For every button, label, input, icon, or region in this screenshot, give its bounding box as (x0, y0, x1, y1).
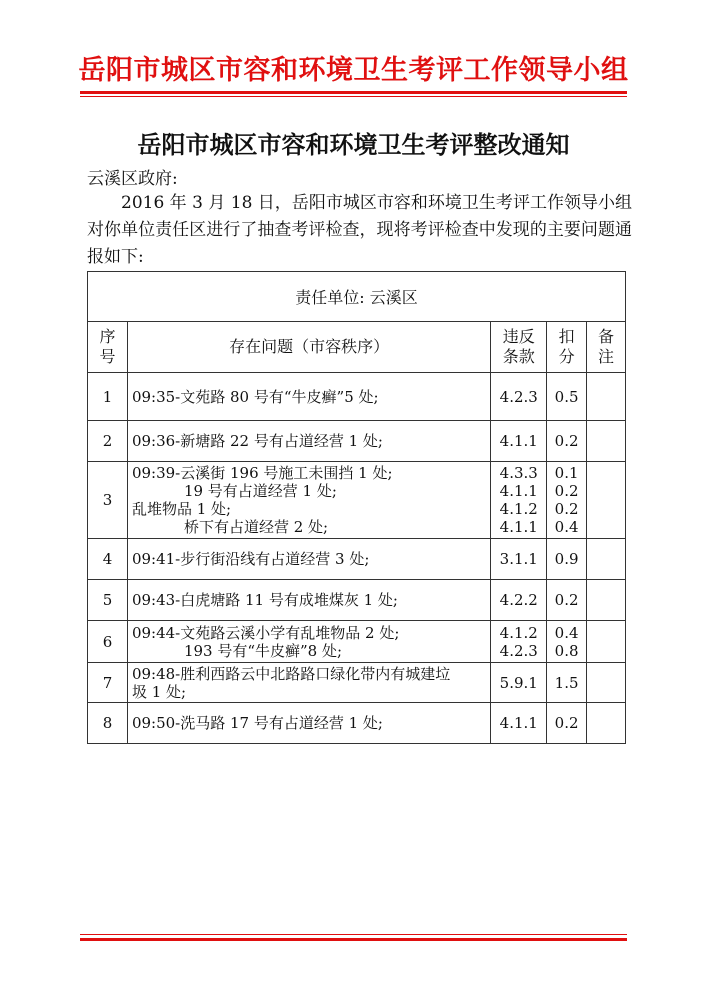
clause-value: 4.2.3 (499, 641, 538, 660)
table-row (88, 621, 626, 663)
deduction-value: 0.5 (554, 387, 579, 406)
row-note (587, 621, 626, 663)
clause-value: 4.1.1 (499, 482, 538, 500)
row-issue (127, 621, 490, 663)
issue-line: 09:35-文苑路 80 号有“牛皮癣”5 处; (131, 387, 379, 406)
row-clause (491, 462, 547, 539)
issue-line: 09:48-胜利西路云中北路路口绿化带内有城建垃 (131, 664, 451, 683)
row-seq: 3 (88, 462, 128, 539)
row-clause (491, 373, 547, 421)
header-title: 岳阳市城区市容和环境卫生考评工作领导小组 (78, 55, 629, 86)
salutation: 云溪区政府: (87, 169, 178, 189)
row-seq: 5 (88, 580, 128, 621)
clause-value: 3.1.1 (499, 550, 538, 568)
row-note (587, 421, 626, 462)
issue-line: 09:36-新塘路 22 号有占道经营 1 处; (131, 432, 383, 450)
clause-value: 4.2.3 (499, 387, 538, 406)
table-row (88, 663, 626, 703)
header-issue: 存在问题（市容秩序） (127, 322, 490, 373)
row-deduction (547, 703, 587, 744)
row-seq: 4 (88, 539, 128, 580)
row-seq: 8 (88, 703, 128, 744)
row-clause (491, 621, 547, 663)
row-issue (127, 421, 490, 462)
row-deduction (547, 462, 587, 539)
header-clause: 违反条款 (491, 322, 547, 373)
clause-value: 4.2.2 (499, 591, 538, 609)
row-note (587, 373, 626, 421)
row-seq: 2 (88, 421, 128, 462)
issue-line: 09:39-云溪街 196 号施工未围挡 1 处; (131, 464, 393, 482)
row-clause (491, 703, 547, 744)
deduction-value: 0.4 (554, 518, 579, 536)
issue-line: 圾 1 处; (131, 682, 187, 701)
clause-value: 4.1.1 (499, 432, 538, 450)
row-clause (491, 539, 547, 580)
row-issue (127, 663, 490, 703)
row-note (587, 539, 626, 580)
clause-value: 4.1.1 (499, 714, 538, 732)
row-clause (491, 663, 547, 703)
row-note (587, 462, 626, 539)
header-deduct: 扣分 (547, 322, 587, 373)
row-issue (127, 462, 490, 539)
deduction-value: 1.5 (554, 673, 579, 692)
issue-line: 19 号有占道经营 1 处; (183, 482, 337, 500)
table-row (88, 421, 626, 462)
row-issue (127, 539, 490, 580)
deduction-value: 0.2 (554, 591, 579, 609)
issue-line: 193 号有“牛皮癣”8 处; (183, 641, 343, 660)
row-deduction (547, 373, 587, 421)
deduction-value: 0.2 (554, 432, 579, 450)
deduction-value: 0.2 (554, 482, 579, 500)
header-seq: 序号 (88, 322, 128, 373)
row-seq: 1 (88, 373, 128, 421)
table-row (88, 462, 626, 539)
row-issue (127, 373, 490, 421)
issue-line: 09:41-步行街沿线有占道经营 3 处; (131, 550, 370, 568)
footer-rule-thin (80, 934, 627, 935)
deduction-value: 0.2 (554, 714, 579, 732)
table-row (88, 580, 626, 621)
row-issue (127, 703, 490, 744)
deduction-value: 0.8 (554, 641, 579, 660)
issue-line: 乱堆物品 1 处; (131, 500, 232, 518)
unit-row (88, 272, 626, 322)
row-clause (491, 421, 547, 462)
inspection-table (87, 271, 626, 744)
deduction-value: 0.1 (554, 464, 579, 482)
row-note (587, 703, 626, 744)
row-clause (491, 580, 547, 621)
issue-line: 09:43-白虎塘路 11 号有成堆煤灰 1 处; (131, 591, 398, 609)
issue-line: 09:50-洗马路 17 号有占道经营 1 处; (131, 714, 383, 732)
header-row (88, 322, 626, 373)
footer-rule-thick (80, 938, 627, 941)
document-title: 岳阳市城区市容和环境卫生考评整改通知 (137, 130, 570, 159)
header-note: 备注 (587, 322, 626, 373)
row-deduction (547, 621, 587, 663)
row-note (587, 663, 626, 703)
deduction-value: 0.4 (554, 623, 579, 642)
deduction-value: 0.9 (554, 550, 579, 568)
clause-value: 4.1.2 (499, 623, 538, 642)
table-row (88, 703, 626, 744)
row-deduction (547, 663, 587, 703)
clause-value: 4.1.2 (499, 500, 538, 518)
row-seq: 7 (88, 663, 128, 703)
row-deduction (547, 421, 587, 462)
table-row (88, 539, 626, 580)
responsible-unit: 责任单位: 云溪区 (88, 272, 626, 322)
header-rule-thin (80, 96, 627, 97)
row-deduction (547, 539, 587, 580)
table-row (88, 373, 626, 421)
issue-line: 桥下有占道经营 2 处; (183, 518, 329, 536)
clause-value: 5.9.1 (499, 673, 538, 692)
intro-paragraph: 2016 年 3 月 18 日，岳阳市城区市容和环境卫生考评工作领导小组对你单位责任区进行了抽查考评检查，现将考评检查中发现的主要问题通报如下: (87, 193, 632, 267)
row-note (587, 580, 626, 621)
header-rule-thick (80, 91, 627, 94)
row-seq: 6 (88, 621, 128, 663)
clause-value: 4.3.3 (499, 464, 538, 482)
deduction-value: 0.2 (554, 500, 579, 518)
row-deduction (547, 580, 587, 621)
row-issue (127, 580, 490, 621)
issue-line: 09:44-文苑路云溪小学有乱堆物品 2 处; (131, 623, 400, 642)
clause-value: 4.1.1 (499, 518, 538, 536)
